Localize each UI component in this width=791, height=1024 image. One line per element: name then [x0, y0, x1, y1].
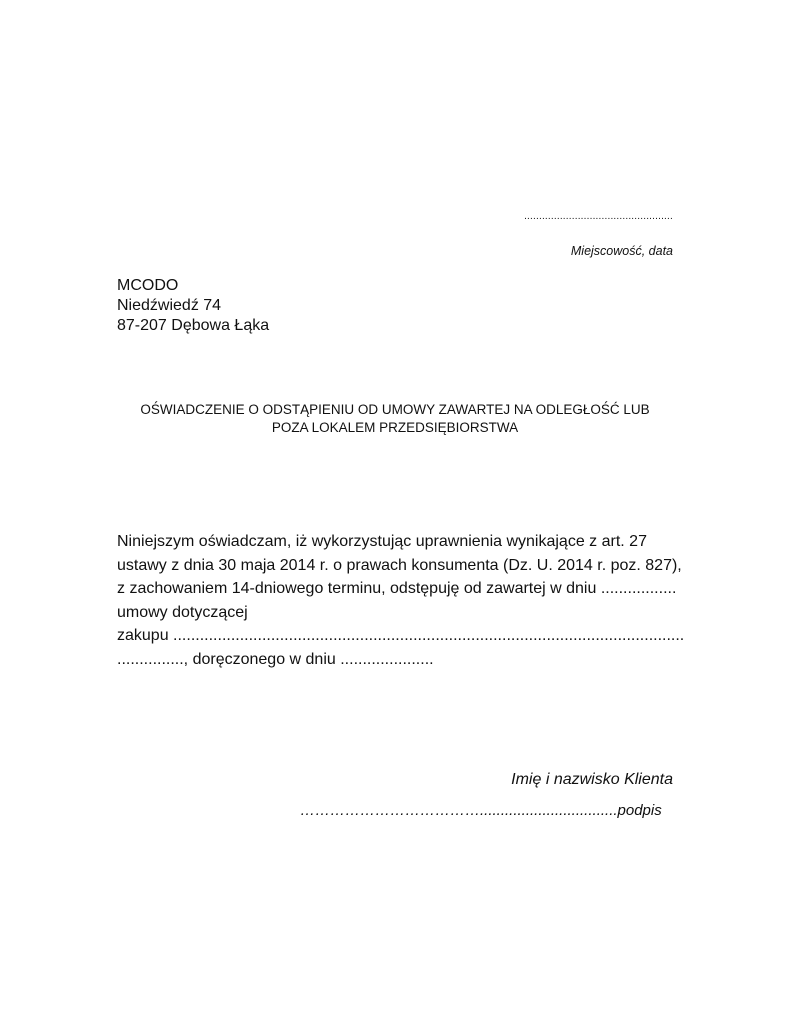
declaration-body	[117, 530, 684, 671]
document-title	[100, 401, 690, 437]
recipient-city: 87-207 Dębowa Łąka	[117, 317, 270, 334]
declaration-line: ustawy z dnia 30 maja 2014 r. o prawach konsumenta (Dz. U. 2014 r. poz. 827),	[117, 556, 682, 574]
declaration-line: umowy dotyczącej	[117, 603, 248, 621]
recipient-address	[117, 276, 269, 336]
declaration-line: Niniejszym oświadczam, iż wykorzystując uprawnienia wynikające z art. 27	[117, 533, 647, 550]
place-date-label: Miejscowość, data	[570, 244, 673, 258]
declaration-line: zakupu ...................................................................................................................	[117, 627, 685, 644]
signature-line: ……………………………….................................podpis	[300, 802, 662, 819]
place-date-field: ..................................................	[524, 211, 673, 222]
declaration-line: ..............., doręczonego w dniu .....................	[117, 650, 434, 668]
client-name-label: Imię i nazwisko Klienta	[511, 771, 673, 788]
document-title-line-2: POZA LOKALEM PRZEDSIĘBIORSTWA	[271, 420, 519, 435]
declaration-line: z zachowaniem 14-dniowego terminu, odstępuję od zawartej w dniu .................	[117, 580, 677, 597]
document-title-line-1: OŚWIADCZENIE O ODSTĄPIENIU OD UMOWY ZAWARTEJ NA ODLEGŁOŚĆ LUB	[140, 402, 650, 417]
recipient-name: MCODO	[117, 277, 179, 294]
recipient-street: Niedźwiedź 74	[117, 297, 222, 314]
